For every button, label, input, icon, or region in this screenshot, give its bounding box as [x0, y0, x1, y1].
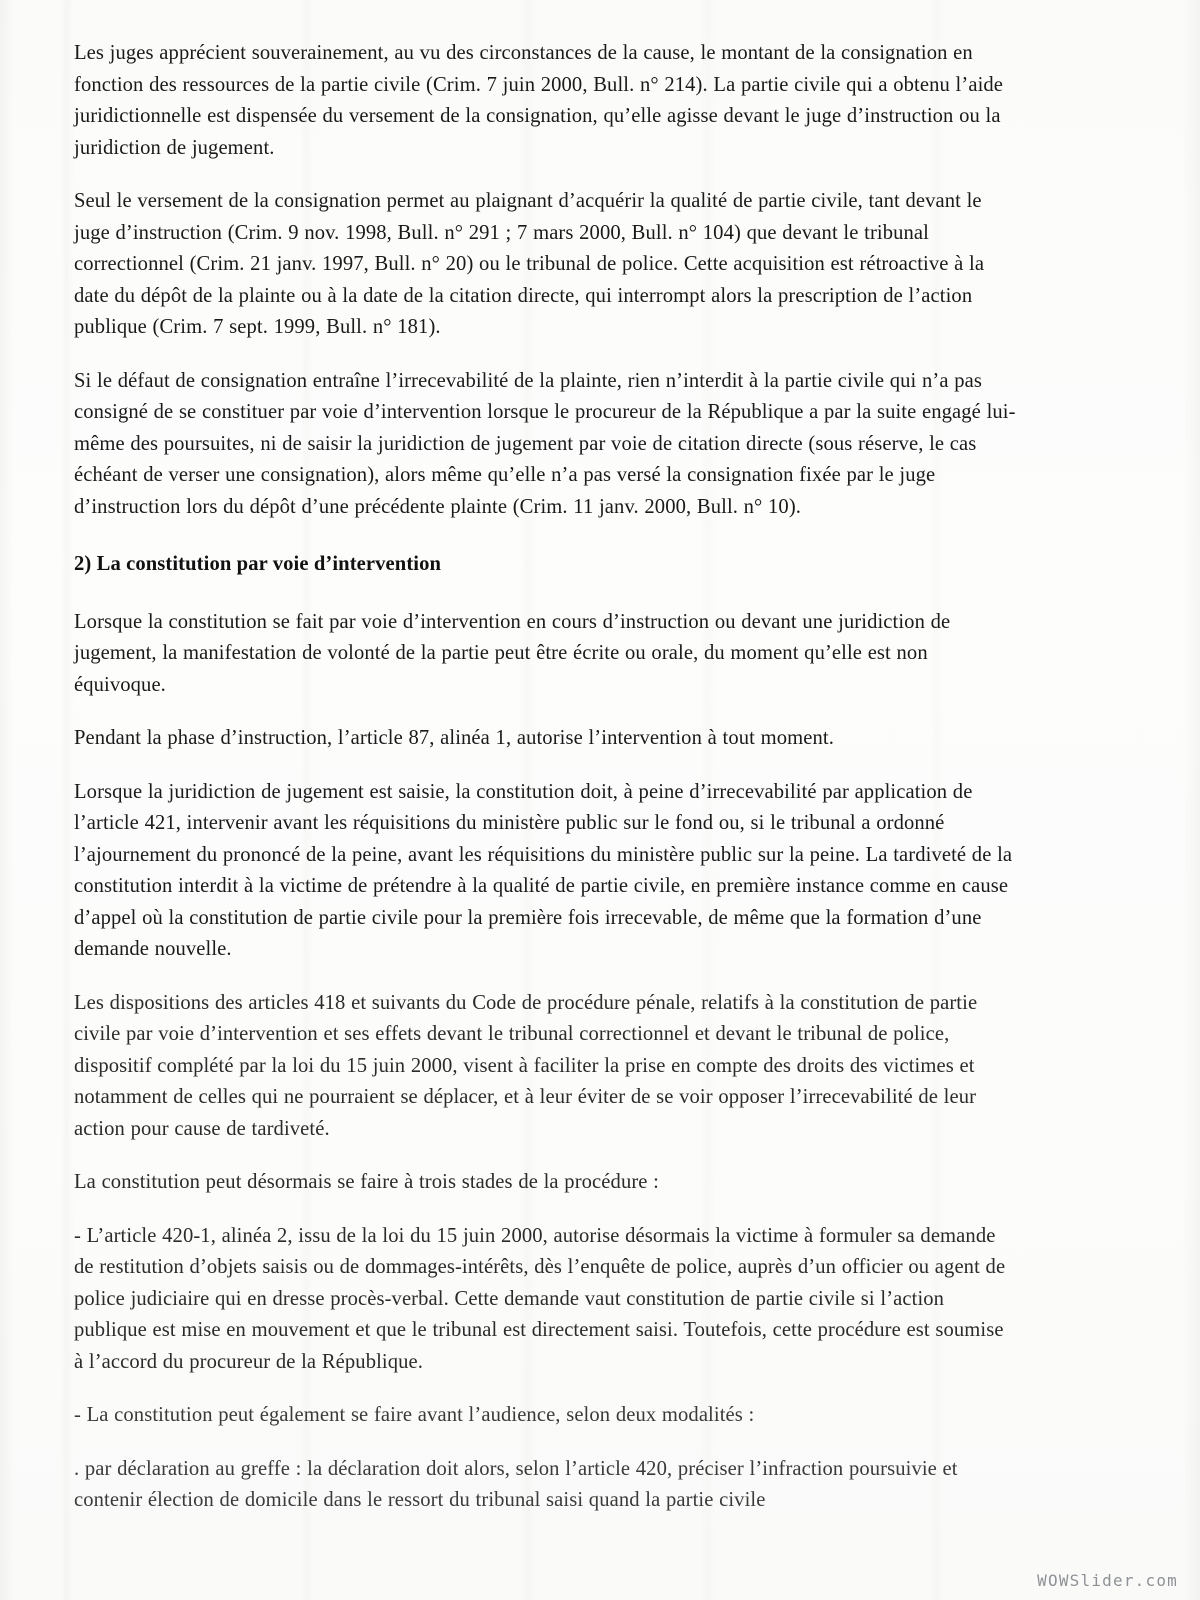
- paragraph-8: La constitution peut désormais se faire à trois stades de la procédure :: [74, 1171, 660, 1193]
- paragraph-2: Seul le versement de la consignation permet au plaignant d’acquérir la qualité de partie civile, tant devant le juge d’instruction (Crim. 9 nov. 1998, Bull. n° 291 ; 7 mars 2000, Bull. n° 104) que devant le tribunal correctionnel (Crim. 21 janv. 1997, Bull. n° 20) ou le tribunal de police. Cette acquisition est rétroactive à la date du dépôt de la plainte ou à la date de la citation directe, qui interrompt alors la prescription de l’action publique (Crim. 7 sept. 1999, Bull. n° 181).: [74, 190, 985, 338]
- paragraph-6: Lorsque la juridiction de jugement est saisie, la constitution doit, à peine d’irrecevabilité par application de l’article 421, intervenir avant les réquisitions du ministère public sur le fond ou, si le tribunal a ordonné l’ajournement du prononcé de la peine, avant les réquisitions du ministère public sur la peine. La tardiveté de la constitution interdit à la victime de prétendre à la qualité de partie civile, en première instance comme en cause d’appel où la constitution de partie civile pour la première fois irrecevable, de même que la formation d’une demande nouvelle.: [74, 780, 1013, 960]
- document-text-column: [74, 38, 1018, 1539]
- paragraph-1: Les juges apprécient souverainement, au vu des circonstances de la cause, le montant de la consignation en fonction des ressources de la partie civile (Crim. 7 juin 2000, Bull. n° 214). La partie civile qui a obtenu l’aide juridictionnelle est dispensée du versement de la consignation, qu’elle agisse devant le juge d’instruction ou la juridiction de jugement.: [74, 42, 1004, 159]
- paragraph-4: Lorsque la constitution se fait par voie d’intervention en cours d’instruction ou devant une juridiction de jugement, la manifestation de volonté de la partie peut être écrite ou orale, du moment qu’elle est non équivoque.: [74, 610, 951, 696]
- paragraph-3: Si le défaut de consignation entraîne l’irrecevabilité de la plainte, rien n’interdit à la partie civile qui n’a pas consigné de se constituer par voie d’intervention lorsque le procureur de la République a par la suite engagé lui-même des poursuites, ni de saisir la juridiction de jugement par voie de citation directe (sous réserve, le cas échéant de verser une consignation), alors même qu’elle n’a pas versé la consignation fixée par le juge d’instruction lors du dépôt d’une précédente plainte (Crim. 11 janv. 2000, Bull. n° 10).: [74, 369, 1016, 518]
- paragraph-7: Les dispositions des articles 418 et suivants du Code de procédure pénale, relatifs à la constitution de partie civile par voie d’intervention et ses effets devant le tribunal correctionnel et devant le tribunal de police, dispositif complété par la loi du 15 juin 2000, visent à faciliter la prise en compte des droits des victimes et notamment de celles qui ne pourraient se déplacer, et à leur éviter de se voir opposer l’irrecevabilité de leur action pour cause de tardiveté.: [74, 991, 978, 1140]
- paragraph-5: Pendant la phase d’instruction, l’article 87, alinéa 1, autorise l’intervention à tout moment.: [74, 727, 834, 749]
- section-heading-2: 2) La constitution par voie d’intervention: [74, 553, 442, 575]
- paragraph-9: - L’article 420-1, alinéa 2, issu de la loi du 15 juin 2000, autorise désormais la victime à formuler sa demande de restitution d’objets saisis ou de dommages-intérêts, dès l’enquête de police, auprès d’un officier ou agent de police judiciaire qui en dresse procès-verbal. Cette demande vaut constitution de partie civile si l’action publique est mise en mouvement et que le tribunal est directement saisi. Toutefois, cette procédure est soumise à l’accord du procureur de la République.: [74, 1224, 1006, 1373]
- watermark-label: WOWSlider.com: [1037, 1571, 1178, 1590]
- paragraph-11: . par déclaration au greffe : la déclaration doit alors, selon l’article 420, préciser l’infraction poursuivie et contenir élection de domicile dans le ressort du tribunal saisi quand la partie civile: [74, 1457, 958, 1511]
- paragraph-10: - La constitution peut également se faire avant l’audience, selon deux modalités :: [74, 1404, 755, 1426]
